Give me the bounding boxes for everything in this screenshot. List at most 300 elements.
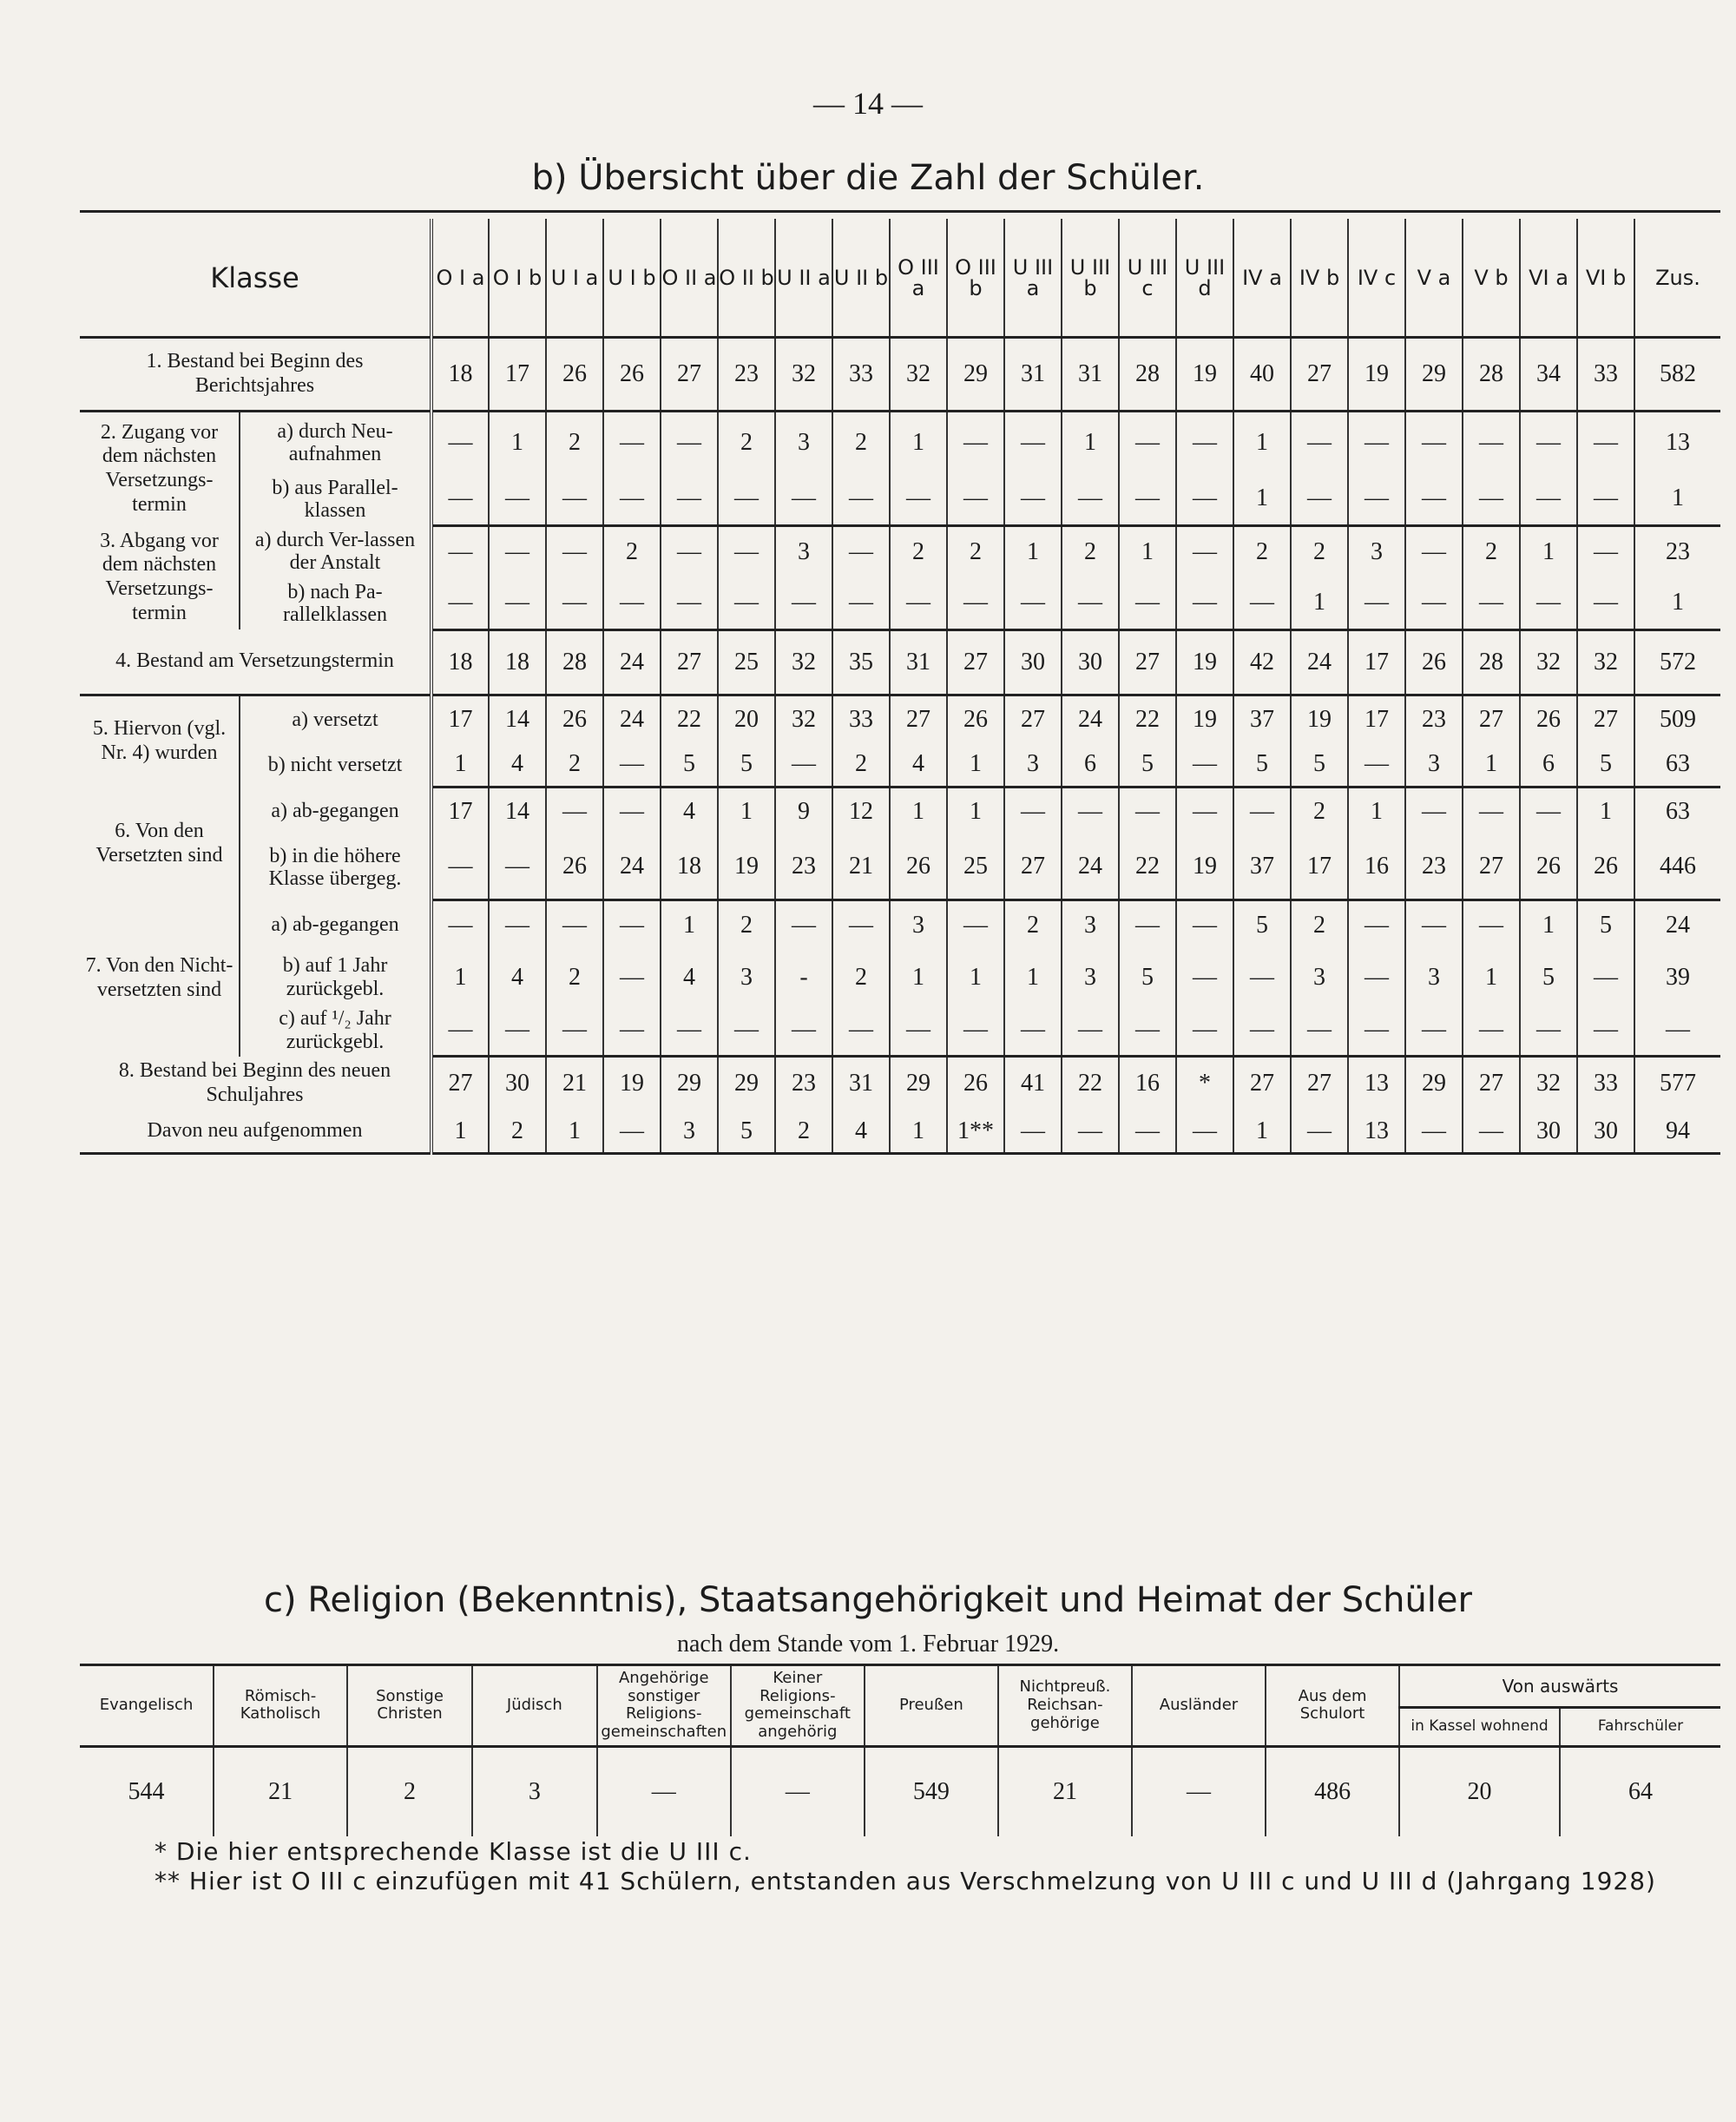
table-cell: — (489, 525, 546, 577)
table-cell: — (1463, 577, 1520, 629)
table-cell: — (1577, 412, 1634, 473)
table-cell: 2 (1291, 900, 1348, 951)
religion-sub-header: Fahrschüler (1560, 1708, 1720, 1746)
table-cell: 4 (661, 788, 718, 835)
table-cell: 24 (1291, 629, 1348, 695)
table-cell: — (1233, 788, 1291, 835)
religion-value: — (731, 1746, 865, 1836)
table-cell: — (1062, 1110, 1119, 1154)
table-cell: 19 (1176, 338, 1233, 412)
class-header: U III d (1176, 219, 1233, 338)
table-cell: 26 (1520, 695, 1577, 743)
table-cell: 2 (718, 412, 775, 473)
total-cell: 63 (1666, 797, 1690, 825)
table-cell: 1 (1233, 1110, 1291, 1154)
table-cell: 1 (890, 951, 947, 1005)
table-cell: — (718, 525, 775, 577)
table-cell: — (661, 1005, 718, 1057)
table-row (80, 695, 1720, 743)
table-cell: 12 (832, 788, 890, 835)
table-cell: 31 (890, 629, 947, 695)
row-sub-label: b) nach Pa-rallelklassen (283, 580, 387, 626)
page-number: — 14 — (813, 86, 923, 121)
table-cell: — (1577, 472, 1634, 525)
table-cell: — (1176, 788, 1233, 835)
table-cell: 4 (890, 743, 947, 788)
table-cell: 1 (431, 951, 489, 1005)
table-cell: 30 (1520, 1110, 1577, 1154)
table-cell: 26 (947, 1057, 1004, 1110)
table-cell: — (1004, 788, 1062, 835)
religion-header: Evangelisch (80, 1665, 214, 1747)
table-cell: — (775, 472, 832, 525)
table-cell: 25 (718, 629, 775, 695)
table-cell: 24 (603, 695, 661, 743)
table-row (80, 629, 1720, 695)
class-header: O III b (947, 219, 1004, 338)
table-cell: — (1062, 472, 1119, 525)
table-cell: — (1348, 412, 1405, 473)
table-cell: — (1520, 788, 1577, 835)
religion-header: Keiner Religions-gemeinschaft angehörig (731, 1665, 865, 1747)
table-cell: 23 (1405, 835, 1463, 900)
table-cell: — (1176, 1110, 1233, 1154)
religion-value: 486 (1266, 1746, 1399, 1836)
table-cell: — (431, 412, 489, 473)
table-cell: — (775, 1005, 832, 1057)
section-c-subtitle: nach dem Stande vom 1. Februar 1929. (676, 1631, 1060, 1657)
table-row (80, 412, 1720, 473)
table-cell: 5 (718, 743, 775, 788)
table-cell: 27 (661, 338, 718, 412)
row-group-label: 3. Abgang vor dem nächsten Versetzungs-termin (80, 525, 240, 629)
table-cell: — (603, 951, 661, 1005)
class-header: U I a (546, 219, 603, 338)
class-header: IV b (1291, 219, 1348, 338)
table-cell: — (1463, 1005, 1520, 1057)
group-header-von-auswaerts: Von auswärts (1399, 1665, 1720, 1708)
table-cell: — (603, 577, 661, 629)
religion-value: — (1132, 1746, 1266, 1836)
footnote-2: ** Hier ist O III c einzufügen mit 41 Schülern, entstanden aus Verschmelzung von U III c und U III d (Jahrgang 1928) (155, 1867, 1656, 1895)
class-header: O I a (431, 219, 489, 338)
table-cell: — (947, 900, 1004, 951)
table-cell: — (1291, 1110, 1348, 1154)
table-cell: — (1405, 1005, 1463, 1057)
religion-header: Angehörige sonstiger Religions-gemeinschaften (597, 1665, 731, 1747)
table-cell: 29 (947, 338, 1004, 412)
row-group-label: 6. Von den Versetzten sind (80, 788, 240, 900)
table-cell: — (1463, 900, 1520, 951)
table-cell: 3 (1405, 743, 1463, 788)
table-cell: 6 (1062, 743, 1119, 788)
table-cell: 2 (947, 525, 1004, 577)
table-cell: — (1233, 951, 1291, 1005)
table-cell: — (1405, 525, 1463, 577)
table-cell: 30 (1004, 629, 1062, 695)
table-cell: 2 (832, 951, 890, 1005)
table-cell: 18 (489, 629, 546, 695)
table-cell: 29 (661, 1057, 718, 1110)
religion-value: 2 (347, 1746, 472, 1836)
table-body (80, 338, 1720, 1154)
table-cell: — (1233, 577, 1291, 629)
table-cell: — (718, 1005, 775, 1057)
table-cell: 1 (1004, 525, 1062, 577)
table-cell: — (1463, 788, 1520, 835)
table-cell: 23 (718, 338, 775, 412)
table-cell: — (546, 525, 603, 577)
table-cell: 19 (1176, 629, 1233, 695)
table-cell: — (603, 472, 661, 525)
table-cell: 1 (1233, 472, 1291, 525)
table-cell: 22 (661, 695, 718, 743)
table-cell: — (1577, 525, 1634, 577)
table-cell: 4 (489, 951, 546, 1005)
table-cell: — (832, 1005, 890, 1057)
table-cell: 30 (1062, 629, 1119, 695)
religion-value: 64 (1628, 1777, 1653, 1805)
table-cell: — (1520, 412, 1577, 473)
total-cell: 13 (1666, 428, 1690, 456)
table-cell: 3 (1291, 951, 1348, 1005)
table-cell: 2 (546, 743, 603, 788)
table-cell: 5 (1577, 743, 1634, 788)
table-cell: 17 (1348, 629, 1405, 695)
table-cell: 34 (1520, 338, 1577, 412)
table-cell: — (1348, 951, 1405, 1005)
table-cell: 5 (718, 1110, 775, 1154)
table-cell: 19 (603, 1057, 661, 1110)
total-cell: 582 (1634, 338, 1720, 412)
table-cell: 21 (546, 1057, 603, 1110)
table-cell: — (546, 788, 603, 835)
table-cell: 32 (775, 338, 832, 412)
total-cell: 509 (1660, 705, 1696, 733)
table-cell: — (1348, 1005, 1405, 1057)
table-cell: 1 (1348, 788, 1405, 835)
row-label (80, 788, 431, 900)
table-cell: — (1463, 412, 1520, 473)
table-cell: — (1405, 577, 1463, 629)
table-cell: 28 (1463, 629, 1520, 695)
table-cell: 1 (890, 412, 947, 473)
table-cell: * (1176, 1057, 1233, 1110)
total-cell: 572 (1634, 629, 1720, 695)
table-cell: — (832, 577, 890, 629)
table-cell: 19 (1348, 338, 1405, 412)
table-cell: — (947, 472, 1004, 525)
religion-value: 549 (865, 1746, 998, 1836)
table-cell: 13 (1348, 1057, 1405, 1110)
table-cell: — (1463, 1110, 1520, 1154)
table-cell: — (661, 525, 718, 577)
table-cell: — (603, 412, 661, 473)
table-cell: — (546, 1005, 603, 1057)
total-cell: 94 (1634, 1110, 1720, 1154)
table-cell: 17 (1291, 835, 1348, 900)
table-row (80, 525, 1720, 577)
table-cell: 32 (890, 338, 947, 412)
table-cell: 28 (1119, 338, 1176, 412)
table-cell: 2 (1004, 900, 1062, 951)
table-cell: 24 (1062, 835, 1119, 900)
table-cell: 18 (661, 835, 718, 900)
table-cell: — (1577, 951, 1634, 1005)
table-cell: — (1119, 1005, 1176, 1057)
table-cell: — (1176, 900, 1233, 951)
table-cell: 26 (546, 695, 603, 743)
class-header: U I b (603, 219, 661, 338)
table-cell: 22 (1062, 1057, 1119, 1110)
table-cell: 37 (1233, 835, 1291, 900)
table-cell: 26 (1405, 629, 1463, 695)
table-cell: 23 (775, 835, 832, 900)
class-header: V a (1405, 219, 1463, 338)
table-cell: 5 (1577, 900, 1634, 951)
table-cell: — (775, 900, 832, 951)
class-header: VI a (1520, 219, 1577, 338)
table-cell: 20 (718, 695, 775, 743)
total-cell: 1 (1634, 577, 1720, 629)
table-cell: 4 (832, 1110, 890, 1154)
table-cell: 1 (947, 788, 1004, 835)
row-group-label: 2. Zugang vor dem nächsten Versetzungs-termin (80, 412, 240, 525)
table-cell: — (1004, 1110, 1062, 1154)
table-cell: — (1233, 1005, 1291, 1057)
table-cell: 1 (947, 743, 1004, 788)
table-cell: 18 (431, 338, 489, 412)
row-sub-label: a) durch Ver-lassen der Anstalt (254, 528, 416, 574)
table-cell: 17 (489, 338, 546, 412)
table-cell: — (1520, 577, 1577, 629)
table-row (80, 900, 1720, 951)
table-cell: — (489, 900, 546, 951)
row-sub-label: a) ab-gegangen (271, 799, 399, 822)
table-cell: 1 (1577, 788, 1634, 835)
table-cell: — (890, 472, 947, 525)
table-cell: 6 (1520, 743, 1577, 788)
table-cell: 1 (661, 900, 718, 951)
table-cell: 30 (1577, 1110, 1634, 1154)
table-row (80, 788, 1720, 835)
table-cell: 24 (603, 629, 661, 695)
table-cell: — (1119, 788, 1176, 835)
section-c-title: c) Religion (Bekenntnis), Staatsangehörigkeit und Heimat der Schüler (264, 1580, 1472, 1620)
table-cell: 19 (718, 835, 775, 900)
table-cell: — (1520, 472, 1577, 525)
table-cell: — (1577, 1005, 1634, 1057)
table-cell: 1 (431, 743, 489, 788)
row-group-label: 5. Hiervon (vgl. Nr. 4) wurden (80, 696, 240, 788)
table-cell: — (1176, 412, 1233, 473)
row-label (80, 412, 431, 526)
religion-value: 21 (214, 1746, 347, 1836)
total-cell: 446 (1634, 835, 1720, 900)
class-header: U II b (832, 219, 890, 338)
row-label: 8. Bestand bei Beginn des neuen Schuljahres (80, 1057, 431, 1110)
table-cell: — (775, 743, 832, 788)
table-cell: 4 (489, 743, 546, 788)
total-cell: — (1634, 1005, 1720, 1057)
table-cell: 1 (1463, 743, 1520, 788)
table-cell: 2 (1291, 525, 1348, 577)
row-sub-label: a) ab-gegangen (271, 913, 399, 937)
table-cell: 28 (546, 629, 603, 695)
row-sub-label: b) aus Parallel-klassen (272, 476, 398, 522)
table-row (80, 338, 1720, 412)
table-cell: 1 (1119, 525, 1176, 577)
table-cell: 31 (1062, 338, 1119, 412)
table-cell: 27 (1291, 338, 1348, 412)
total-cell: 39 (1666, 963, 1690, 991)
table-cell: 35 (832, 629, 890, 695)
table-cell: 1 (1291, 577, 1348, 629)
table-cell: — (431, 577, 489, 629)
table-cell: — (489, 835, 546, 900)
table-cell: — (603, 788, 661, 835)
table-cell: 5 (1233, 900, 1291, 951)
row-sub-label: a) durch Neu-aufnahmen (277, 419, 393, 465)
religion-value: 544 (80, 1746, 214, 1836)
table-cell: — (1463, 472, 1520, 525)
table-cell: — (1176, 472, 1233, 525)
table-cell: 5 (1119, 951, 1176, 1005)
table-cell: 21 (832, 835, 890, 900)
table-cell: - (775, 951, 832, 1005)
table-cell: 29 (718, 1057, 775, 1110)
table-cell: 27 (890, 695, 947, 743)
table-cell: 1 (489, 412, 546, 473)
table-cell: — (1405, 1110, 1463, 1154)
religion-table (80, 1664, 1720, 1836)
total-cell: 577 (1660, 1070, 1696, 1097)
table-cell: — (890, 1005, 947, 1057)
table-cell: 2 (546, 951, 603, 1005)
table-cell: — (1119, 472, 1176, 525)
table-cell: 25 (947, 835, 1004, 900)
table-cell: 29 (890, 1057, 947, 1110)
table-cell: 27 (431, 1057, 489, 1110)
religion-sub-header: in Kassel wohnend (1399, 1708, 1560, 1746)
class-header: U II a (775, 219, 832, 338)
table-cell: — (546, 900, 603, 951)
table-cell: — (1348, 472, 1405, 525)
table-cell: — (431, 1005, 489, 1057)
class-header: O I b (489, 219, 546, 338)
row-group-label: 7. Von den Nicht-versetzten sind (80, 900, 240, 1057)
table-cell: — (1176, 525, 1233, 577)
row-label: Davon neu aufgenommen (80, 1110, 431, 1154)
section-b-title: b) Übersicht über die Zahl der Schüler. (531, 158, 1205, 198)
table-cell: 3 (661, 1110, 718, 1154)
table-cell: 31 (1004, 338, 1062, 412)
table-cell: — (1062, 1005, 1119, 1057)
table-cell: — (1405, 788, 1463, 835)
table-cell: 27 (1463, 1057, 1520, 1110)
religion-values-row (80, 1746, 1720, 1836)
table-cell: — (1577, 577, 1634, 629)
table-cell: 17 (1348, 695, 1405, 743)
class-header: O II a (661, 219, 718, 338)
table-cell: 26 (890, 835, 947, 900)
klasse-header: Klasse (80, 219, 431, 338)
table-cell: 2 (489, 1110, 546, 1154)
table-cell: — (1004, 1005, 1062, 1057)
table-cell: 2 (718, 900, 775, 951)
class-header: O II b (718, 219, 775, 338)
table-cell: 1 (546, 1110, 603, 1154)
table-cell: 40 (1233, 338, 1291, 412)
table-cell: — (1176, 1005, 1233, 1057)
table-cell: 1 (1062, 412, 1119, 473)
table-cell: — (1119, 577, 1176, 629)
table-cell: 27 (1233, 1057, 1291, 1110)
table-cell: 28 (1463, 338, 1520, 412)
table-cell: 5 (661, 743, 718, 788)
table-cell: 1 (718, 788, 775, 835)
table-cell: 14 (489, 788, 546, 835)
table-cell: 2 (832, 743, 890, 788)
table-cell: — (718, 472, 775, 525)
table-cell: 2 (603, 525, 661, 577)
class-header: U III b (1062, 219, 1119, 338)
table-cell: 2 (890, 525, 947, 577)
table-cell: 31 (832, 1057, 890, 1110)
table-cell: — (1348, 743, 1405, 788)
table-cell: 19 (1176, 695, 1233, 743)
table-cell: 30 (489, 1057, 546, 1110)
table-cell: — (775, 577, 832, 629)
religion-value: 20 (1399, 1746, 1560, 1836)
table-cell: — (489, 472, 546, 525)
religion-header: Aus dem Schulort (1266, 1665, 1399, 1747)
religion-header: Jüdisch (472, 1665, 597, 1747)
religion-header: Nichtpreuß. Reichsan-gehörige (998, 1665, 1132, 1747)
table-cell: 27 (661, 629, 718, 695)
table-cell: 27 (1119, 629, 1176, 695)
religion-header: Preußen (865, 1665, 998, 1747)
table-row (80, 1057, 1720, 1110)
table-cell: 1 (1233, 412, 1291, 473)
table-cell: — (1520, 1005, 1577, 1057)
table-cell: 27 (1463, 695, 1520, 743)
row-label: 1. Bestand bei Beginn des Berichtsjahres (80, 338, 431, 412)
table-cell: 5 (1119, 743, 1176, 788)
table-cell: 24 (1062, 695, 1119, 743)
table-cell: 22 (1119, 695, 1176, 743)
table-cell: — (1291, 472, 1348, 525)
table-cell: 26 (947, 695, 1004, 743)
table-cell: 19 (1291, 695, 1348, 743)
table-cell: 1 (1004, 951, 1062, 1005)
table-cell: 3 (1062, 900, 1119, 951)
total-cell: 1 (1634, 472, 1720, 525)
table-row (80, 1110, 1720, 1154)
table-cell: 23 (1405, 695, 1463, 743)
class-header: V b (1463, 219, 1520, 338)
table-cell: — (1348, 900, 1405, 951)
table-cell: 1 (1520, 525, 1577, 577)
table-cell: 27 (947, 629, 1004, 695)
table-cell: 33 (1577, 338, 1634, 412)
religion-value: 21 (998, 1746, 1132, 1836)
table-cell: 1** (947, 1110, 1004, 1154)
table-cell: 27 (1463, 835, 1520, 900)
row-sub-label: a) versetzt (292, 708, 378, 731)
table-cell: 17 (431, 695, 489, 743)
class-header: U III a (1004, 219, 1062, 338)
